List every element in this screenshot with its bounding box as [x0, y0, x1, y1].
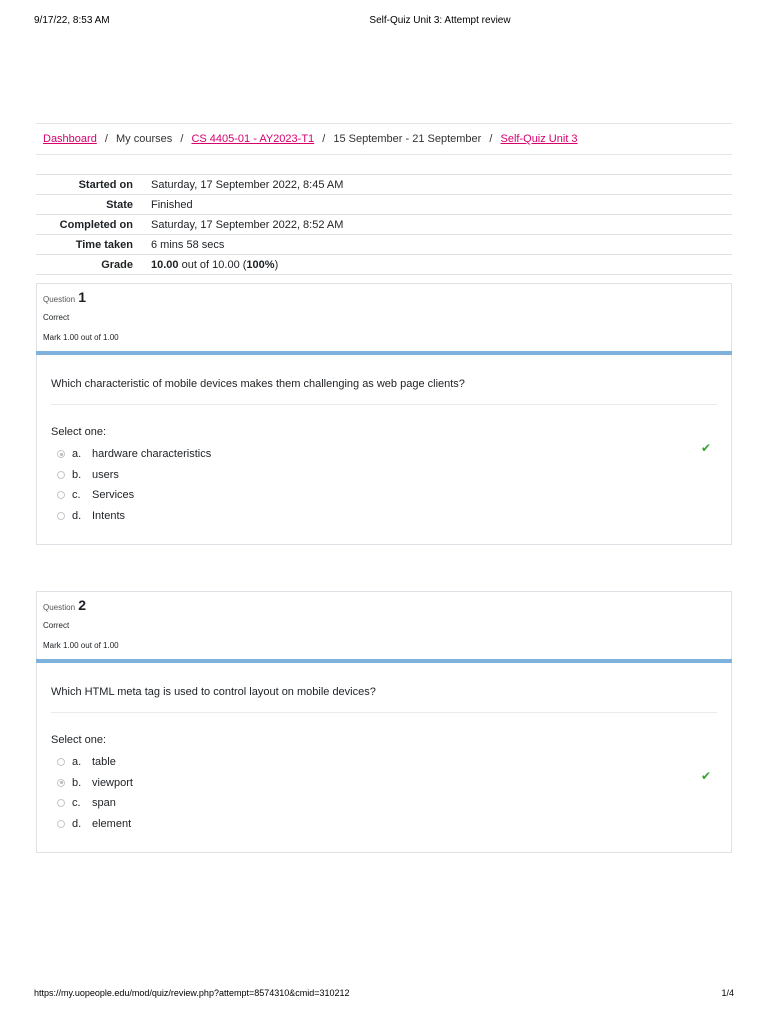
answer-text: Services [92, 489, 135, 502]
radio-button[interactable] [57, 758, 65, 766]
print-page-number: 1/4 [721, 988, 734, 998]
answer-text: table [92, 756, 116, 769]
question-info [37, 284, 731, 351]
summary-value: Saturday, 17 September 2022, 8:52 AM [143, 215, 732, 235]
question-mark: Mark 1.00 out of 1.00 [43, 641, 119, 650]
radio-button[interactable] [57, 779, 65, 787]
breadcrumb-course-link[interactable]: CS 4405-01 - AY2023-T1 [191, 133, 315, 145]
correct-check-icon: ✔ [700, 441, 711, 455]
answer-letter: c. [72, 489, 81, 502]
summary-label: Completed on [36, 215, 143, 235]
radio-button[interactable] [57, 450, 65, 458]
question-info-bar [36, 351, 732, 355]
question-prefix: Question [43, 295, 76, 304]
question-text: Which characteristic of mobile devices makes them challenging as web page clients? [51, 378, 465, 390]
breadcrumb-quiz-link[interactable]: Self-Quiz Unit 3 [500, 133, 578, 145]
attempt-summary-table [36, 174, 732, 275]
answer-letter: a. [72, 756, 82, 769]
summary-label: Time taken [36, 235, 143, 255]
answer-option-a[interactable] [57, 752, 133, 773]
question-text: Which HTML meta tag is used to control layout on mobile devices? [51, 686, 376, 698]
radio-button[interactable] [57, 820, 65, 828]
grade-out-of: out of 10.00 ( [178, 258, 247, 271]
answer-text: hardware characteristics [92, 448, 212, 461]
answer-option-a[interactable] [57, 444, 211, 465]
grade-score: 10.00 [151, 258, 179, 271]
answer-letter: d. [72, 509, 82, 522]
answer-option-b[interactable] [57, 465, 211, 486]
summary-value: Finished [143, 195, 732, 215]
breadcrumb-my-courses: My courses [116, 133, 173, 145]
summary-label: Grade [36, 255, 143, 275]
summary-row-grade [36, 255, 732, 275]
radio-button[interactable] [57, 799, 65, 807]
answer-option-d[interactable] [57, 506, 211, 527]
question-number [43, 597, 86, 613]
answer-text: Intents [92, 509, 126, 522]
answer-option-b[interactable] [57, 773, 133, 794]
answer-letter: b. [72, 468, 82, 481]
grade-value [143, 255, 732, 275]
select-one-label: Select one: [51, 426, 107, 438]
summary-value: 6 mins 58 secs [143, 235, 732, 255]
answer-letter: c. [72, 797, 81, 810]
radio-button[interactable] [57, 491, 65, 499]
breadcrumb-separator: / [322, 133, 326, 145]
question-mark: Mark 1.00 out of 1.00 [43, 333, 119, 342]
answer-letter: b. [72, 776, 82, 789]
summary-row-time-taken [36, 235, 732, 255]
print-url: https://my.uopeople.edu/mod/quiz/review.php?attempt=8574310&cmid=310212 [34, 988, 350, 998]
summary-label: Started on [36, 175, 143, 195]
answer-list [57, 444, 211, 526]
breadcrumb-separator: / [104, 133, 108, 145]
print-footer [0, 988, 768, 1008]
breadcrumb-separator: / [489, 133, 493, 145]
summary-label: State [36, 195, 143, 215]
answer-text: viewport [92, 776, 133, 789]
answer-option-c[interactable] [57, 793, 133, 814]
summary-row-started [36, 175, 732, 195]
correct-check-icon: ✔ [700, 769, 711, 783]
question-2 [36, 591, 732, 853]
select-one-label: Select one: [51, 734, 107, 746]
answer-list [57, 752, 133, 834]
breadcrumb [36, 123, 732, 155]
question-state: Correct [43, 621, 70, 630]
question-1 [36, 283, 732, 545]
question-number-value: 1 [78, 289, 87, 305]
grade-close: ) [274, 258, 279, 271]
grade-percent: 100% [246, 258, 275, 271]
answer-letter: d. [72, 817, 82, 830]
breadcrumb-separator: / [180, 133, 184, 145]
answer-letter: a. [72, 448, 82, 461]
print-header [0, 15, 768, 35]
answer-option-d[interactable] [57, 814, 133, 835]
breadcrumb-week: 15 September - 21 September [333, 133, 482, 145]
print-datetime: 9/17/22, 8:53 AM [34, 15, 110, 26]
question-number-value: 2 [78, 597, 87, 613]
question-state: Correct [43, 313, 70, 322]
print-page-title: Self-Quiz Unit 3: Attempt review [369, 15, 511, 26]
divider [51, 404, 717, 405]
radio-button[interactable] [57, 471, 65, 479]
question-info [37, 592, 731, 659]
answer-text: element [92, 817, 132, 830]
summary-row-state [36, 195, 732, 215]
radio-button[interactable] [57, 512, 65, 520]
answer-text: span [92, 797, 116, 810]
breadcrumb-dashboard-link[interactable]: Dashboard [43, 133, 97, 145]
divider [51, 712, 717, 713]
answer-text: users [92, 468, 119, 481]
summary-value: Saturday, 17 September 2022, 8:45 AM [143, 175, 732, 195]
summary-row-completed [36, 215, 732, 235]
question-info-bar [36, 659, 732, 663]
answer-option-c[interactable] [57, 485, 211, 506]
question-number [43, 289, 86, 305]
question-prefix: Question [43, 603, 76, 612]
